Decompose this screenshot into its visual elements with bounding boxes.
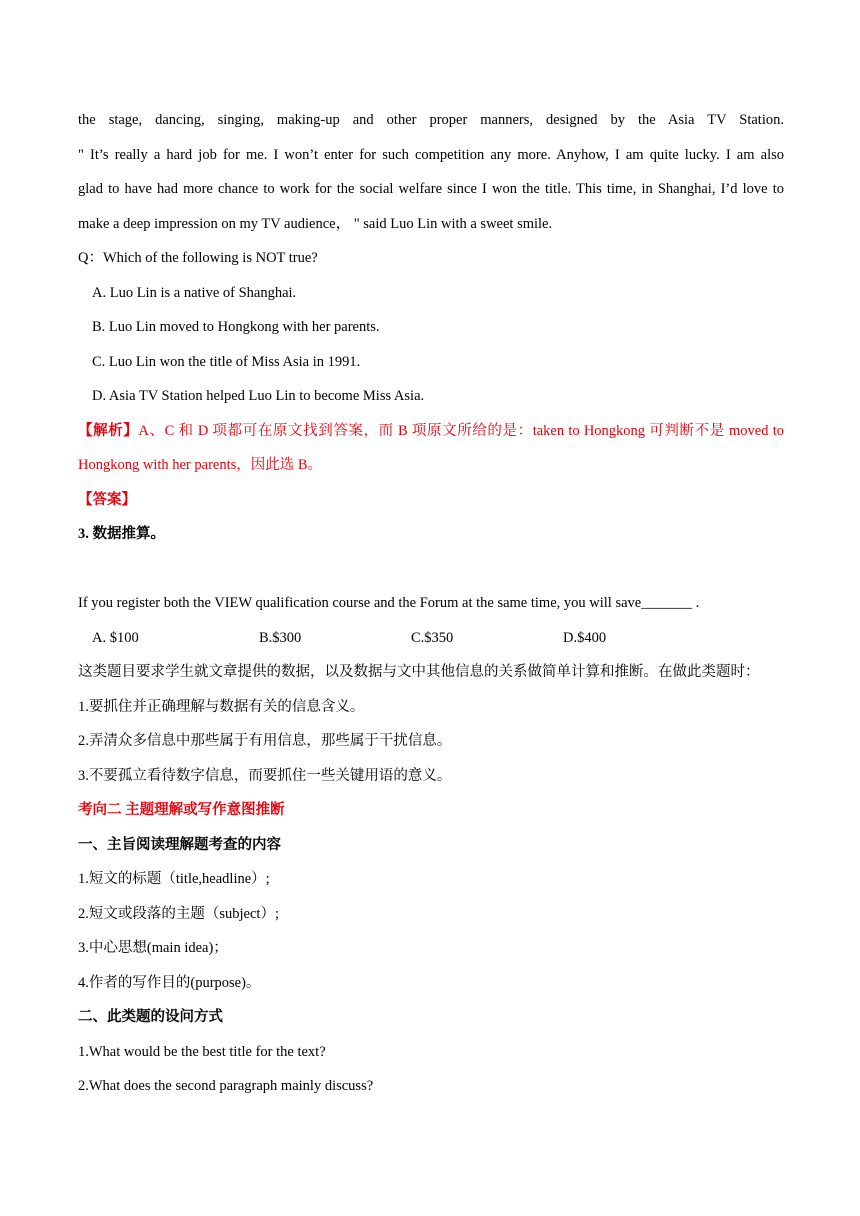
tip-3: 3.不要孤立看待数字信息，而要抓住一些关键用语的意义。 [78,767,452,784]
content-item-2: 2.短文或段落的主题（subject）; [78,905,279,922]
content-item-1: 1.短文的标题（title,headline）; [78,871,270,887]
choice-c: C.$350 [411,629,454,646]
subsection-2-heading: 二、此类题的设问方式 [78,1009,223,1025]
passage-line-4: make a deep impression on my TV audience， " said Luo Lin with a sweet smile. [78,215,553,232]
subsection-1-heading: 一、主旨阅读理解题考查的内容 [78,836,281,853]
option-c: C. Luo Lin won the title of Miss Asia in 1991. [92,353,361,370]
question-form-1: 1.What would be the best title for the text? [78,1043,326,1060]
choice-d: D.$400 [563,629,607,646]
analysis-line-1 [78,414,784,449]
direction-2-heading: 考向二 主题理解或写作意图推断 [78,802,285,818]
option-b: B. Luo Lin moved to Hongkong with her parents. [92,319,380,335]
section-3-question: If you register both the VIEW qualification course and the Forum at the same time, you will save_______ . [78,595,700,611]
choice-a: A. $100 [92,629,139,646]
section-3-heading: 3. 数据推算。 [78,526,165,542]
answer-label: 【答案】 [78,491,136,508]
blank-line [78,552,784,587]
option-a: A. Luo Lin is a native of Shanghai. [92,284,297,301]
choice-b: B.$300 [259,629,302,646]
tip-2: 2.弄清众多信息中那些属于有用信息，那些属于干扰信息。 [78,733,452,749]
document-page [78,103,784,1104]
tip-1: 1.要抓住并正确理解与数据有关的信息含义。 [78,698,365,715]
question-form-2: 2.What does the second paragraph mainly discuss? [78,1078,374,1094]
analysis-text: A、C 和 D 项都可在原文找到答案，而 B 项原文所给的是：taken to Hongkong 可判断不是 moved to [138,422,784,439]
section-3-options [78,621,784,656]
passage-line-2: " It’s really a hard job for me. I won’t enter for such competition any more. Anyhow, I am quite lucky. I am also [78,146,784,163]
passage-line-3: glad to have had more chance to work for the social welfare since I won the title. This time, in Shanghai, I’d love to [78,181,784,197]
content-item-3: 3.中心思想(main idea)； [78,940,228,956]
analysis-line-2: Hongkong with her parents，因此选 B。 [78,457,323,473]
content-item-4: 4.作者的写作目的(purpose)。 [78,974,261,991]
section-3-explanation: 这类题目要求学生就文章提供的数据，以及数据与文中其他信息的关系做简单计算和推断。在做此类题时： [78,664,760,680]
passage-line-1: the stage, dancing, singing, making-up and other proper manners, designed by the Asia TV Station. [78,112,784,128]
option-d: D. Asia TV Station helped Luo Lin to become Miss Asia. [92,388,425,404]
analysis-label: 【解析】 [78,422,139,439]
question-prompt: Q：Which of the following is NOT true? [78,250,318,266]
